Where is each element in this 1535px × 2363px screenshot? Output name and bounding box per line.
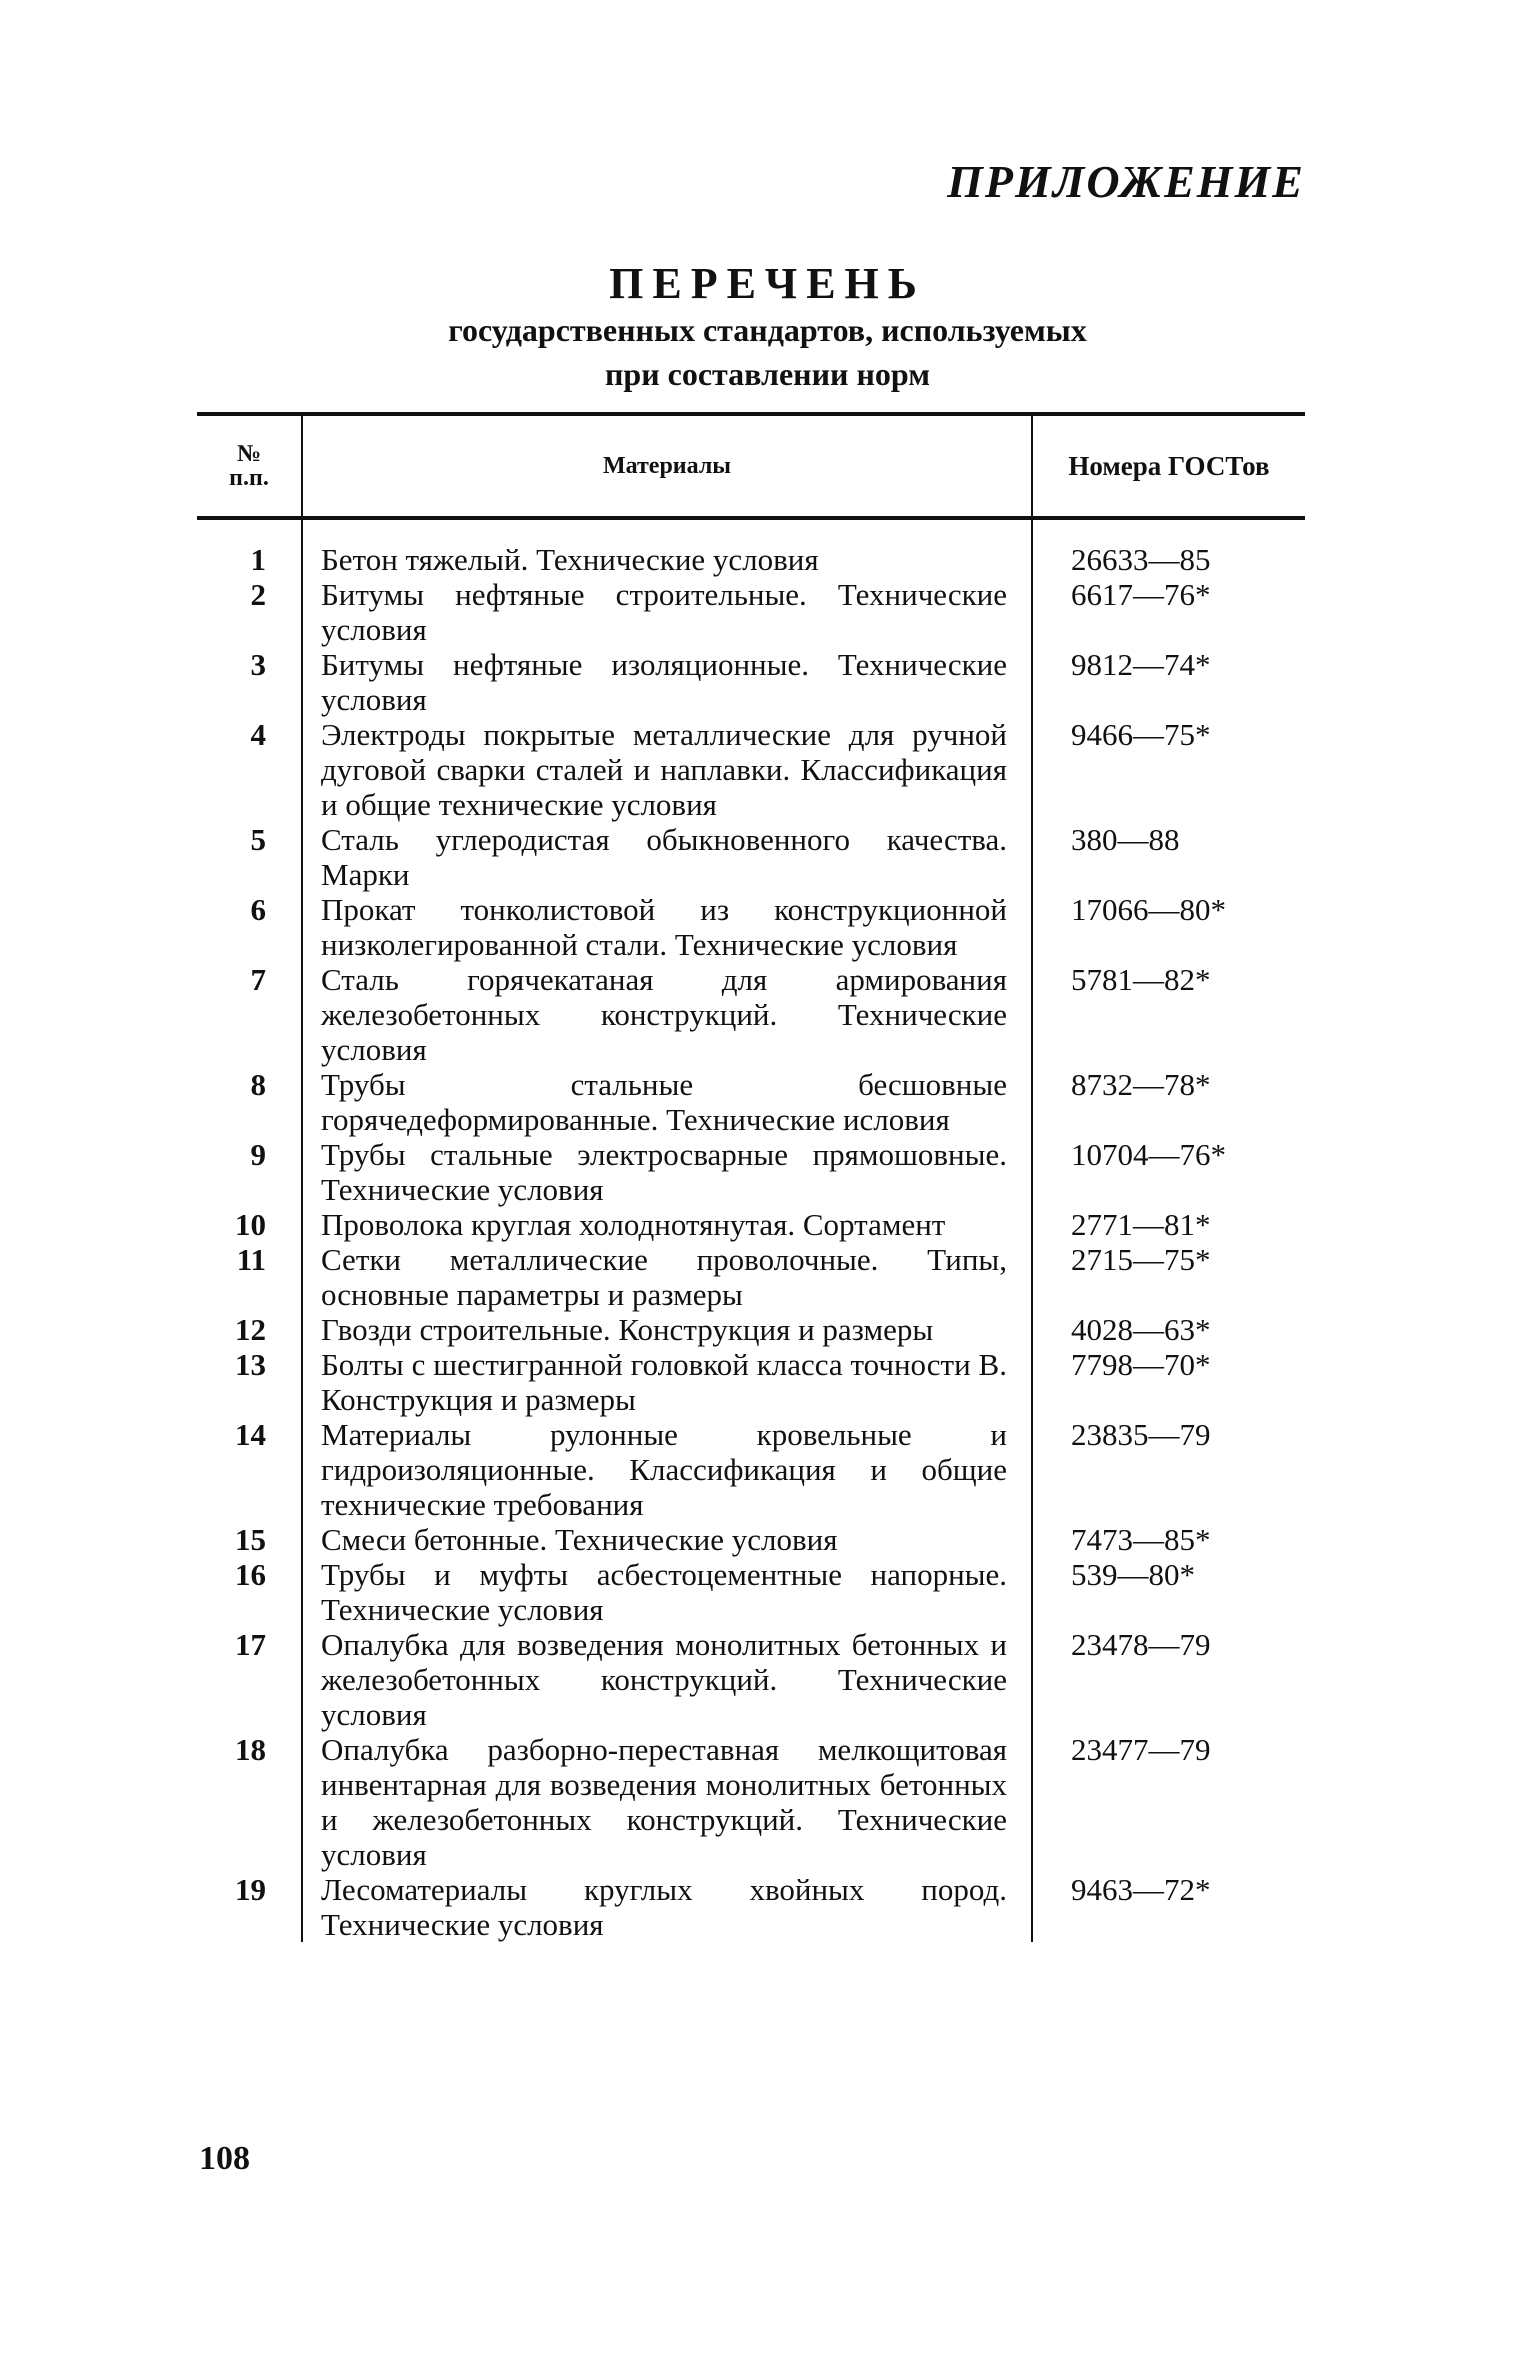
row-number: 9 [250,1137,266,1172]
table-row [197,577,1305,647]
row-material: Битумы нефтяные строительные. Технические условия [302,577,1032,647]
row-number: 4 [250,717,266,752]
row-material: Сталь углеродистая обыкновенного качества. Марки [302,822,1032,892]
table-row [197,962,1305,1067]
table-row [197,892,1305,962]
header-materials: Материалы [302,414,1032,518]
document-subtitle-line2: при составлении норм [604,356,931,392]
row-number: 16 [235,1557,266,1592]
row-number: 1 [250,542,266,577]
row-material: Прокат тонколистовой из конструкционной низколегированной стали. Технические условия [302,892,1032,962]
table-row [197,1557,1305,1627]
spacer-cell [302,518,1032,542]
table-row [197,822,1305,892]
row-number: 8 [250,1067,266,1102]
row-gost: 9466—75* [1071,717,1211,752]
row-material: Лесоматериалы круглых хвойных пород. Технические условия [302,1872,1032,1942]
table-row [197,1732,1305,1872]
spacer-cell [1032,518,1305,542]
table-row [197,1627,1305,1732]
row-material: Болты с шестигранной головкой класса точности В. Конструкция и размеры [302,1347,1032,1417]
row-material: Электроды покрытые металлические для ручной дуговой сварки сталей и наплавки. Классификация и общие технические условия [302,717,1032,822]
row-material: Опалубка разборно-переставная мелкощитовая инвентарная для возведения монолитных бетонных и железобетонных конструкций. Технические условия [302,1732,1032,1872]
row-material: Смеси бетонные. Технические условия [302,1522,1032,1557]
table-row [197,717,1305,822]
page-number: 108 [199,2140,250,2177]
table-row [197,1207,1305,1242]
row-gost: 26633—85 [1071,542,1211,577]
document-subtitle-line1: государственных стандартов, используемых [448,312,1087,348]
table-row [197,1417,1305,1522]
table-row [197,1347,1305,1417]
table-row [197,1242,1305,1312]
header-gost: Номера ГОСТов [1032,414,1305,518]
row-material: Опалубка для возведения монолитных бетонных и железобетонных конструкций. Технические условия [302,1627,1032,1732]
table-row [197,542,1305,577]
row-material: Бетон тяжелый. Технические условия [302,542,1032,577]
header-number-line1: № [236,441,262,467]
row-gost: 4028—63* [1071,1312,1211,1347]
row-gost: 23478—79 [1071,1627,1211,1662]
table-row [197,1522,1305,1557]
row-gost: 5781—82* [1071,962,1211,997]
standards-table [197,412,1305,1942]
row-gost: 380—88 [1071,822,1180,857]
row-number: 13 [235,1347,266,1382]
row-number: 17 [235,1627,266,1662]
row-number: 7 [250,962,266,997]
row-gost: 6617—76* [1071,577,1211,612]
row-gost: 23477—79 [1071,1732,1211,1767]
row-material: Сталь горячекатаная для армирования железобетонных конструкций. Технические условия [302,962,1032,1067]
row-gost: 17066—80* [1071,892,1226,927]
header-number [197,414,302,518]
row-material: Трубы и муфты асбестоцементные напорные. Технические условия [302,1557,1032,1627]
row-number: 15 [235,1522,266,1557]
row-number: 11 [236,1242,266,1277]
row-gost: 7473—85* [1071,1522,1211,1557]
row-material: Гвозди строительные. Конструкция и размеры [302,1312,1032,1347]
row-number: 5 [250,822,266,857]
table-spacer [197,518,1305,542]
row-gost: 7798—70* [1071,1347,1211,1382]
row-gost: 8732—78* [1071,1067,1211,1102]
table-row [197,1872,1305,1942]
table-row [197,1067,1305,1137]
table-row [197,647,1305,717]
row-material: Трубы стальные бесшовные горячедеформированные. Технические исловия [302,1067,1032,1137]
header-number-line2: п.п. [229,465,269,491]
row-material: Сетки металлические проволочные. Типы, основные параметры и размеры [302,1242,1032,1312]
row-number: 10 [235,1207,266,1242]
row-material: Проволока круглая холоднотянутая. Сортамент [302,1207,1032,1242]
table-header-row [197,414,1305,518]
row-material: Трубы стальные электросварные прямошовные. Технические условия [302,1137,1032,1207]
row-gost: 23835—79 [1071,1417,1211,1452]
row-gost: 2715—75* [1071,1242,1211,1277]
row-number: 2 [250,577,266,612]
row-number: 18 [235,1732,266,1767]
appendix-heading: ПРИЛОЖЕНИЕ [947,156,1305,207]
document-title: ПЕРЕЧЕНЬ [609,259,926,308]
row-number: 12 [235,1312,266,1347]
row-material: Материалы рулонные кровельные и гидроизоляционные. Классификация и общие технические требования [302,1417,1032,1522]
row-gost: 2771—81* [1071,1207,1211,1242]
spacer-cell [197,518,302,542]
row-number: 14 [235,1417,266,1452]
table-row [197,1312,1305,1347]
row-number: 6 [250,892,266,927]
row-number: 19 [235,1872,266,1907]
row-gost: 10704—76* [1071,1137,1226,1172]
row-material: Битумы нефтяные изоляционные. Технические условия [302,647,1032,717]
row-gost: 9463—72* [1071,1872,1211,1907]
table-row [197,1137,1305,1207]
row-number: 3 [250,647,266,682]
row-gost: 9812—74* [1071,647,1211,682]
row-gost: 539—80* [1071,1557,1195,1592]
